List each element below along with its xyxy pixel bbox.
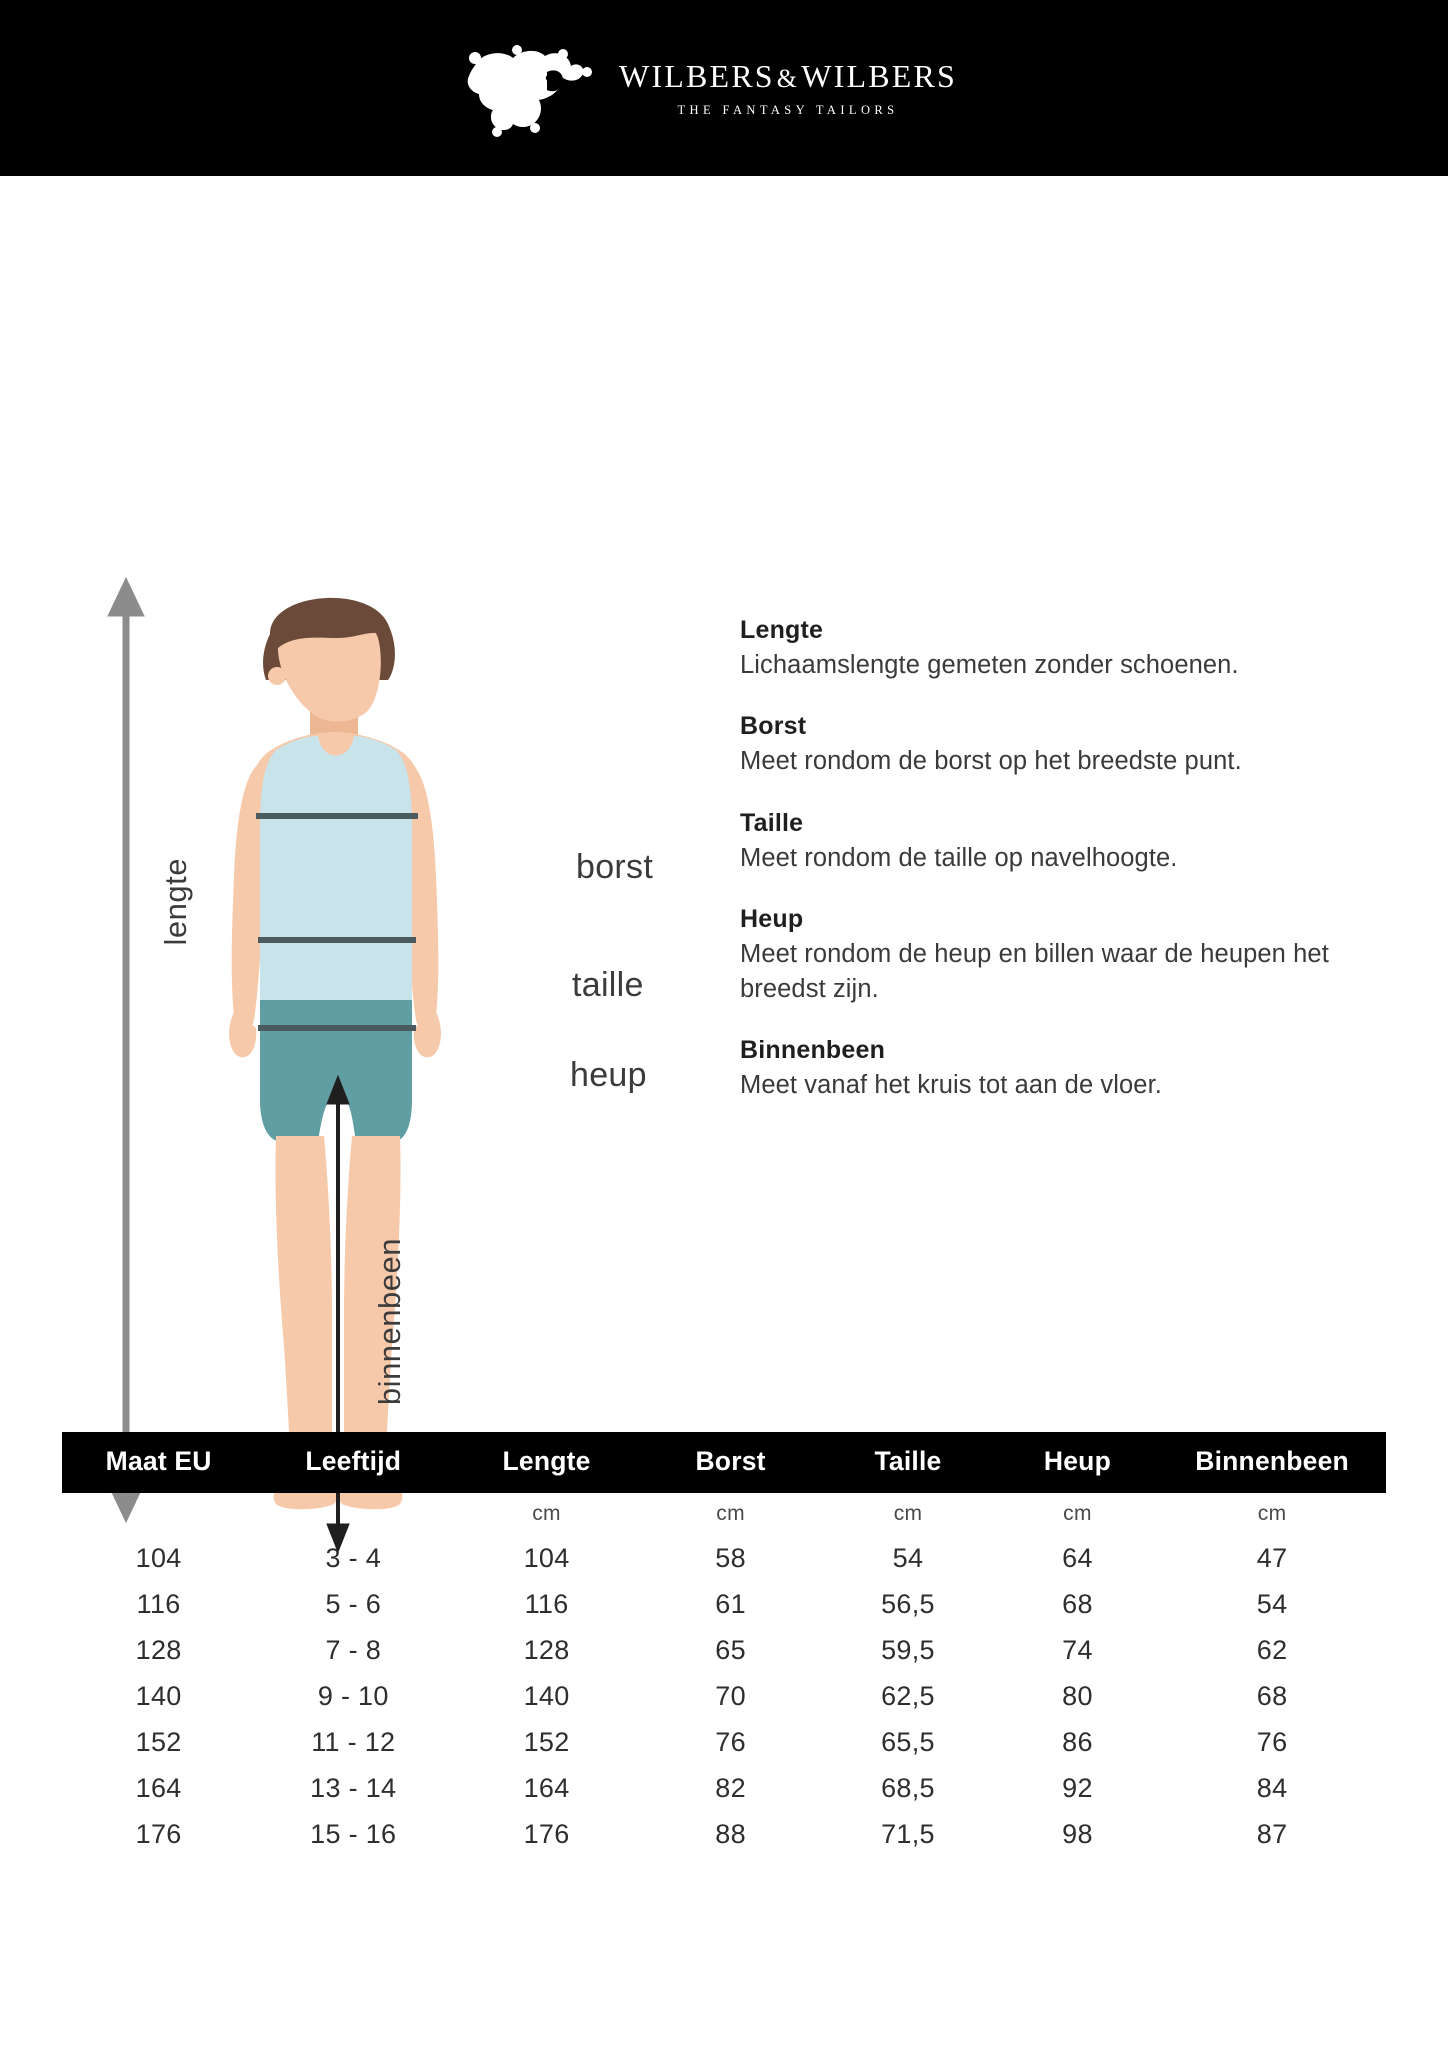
height-arrow <box>108 578 144 1522</box>
table-cell: 74 <box>1062 1634 1093 1665</box>
unit-cell <box>62 1493 255 1535</box>
shirt-shape <box>260 736 412 1006</box>
table-cell: 116 <box>136 1588 181 1619</box>
table-cell: 176 <box>523 1818 570 1849</box>
instruction-borst <box>740 712 1400 778</box>
waist-label: taille <box>572 966 644 1004</box>
instruction-text: Meet rondom de heup en billen waar de heupen het breedst zijn. <box>740 940 1329 1003</box>
unit-cell: cm <box>893 1502 923 1525</box>
instruction-text: Meet rondom de borst op het breedste punt. <box>740 747 1242 776</box>
instruction-title: Lengte <box>740 616 824 644</box>
table-cell: 68,5 <box>881 1772 935 1803</box>
table-cell: 65 <box>715 1634 746 1665</box>
table-cell: 164 <box>523 1772 570 1803</box>
table-cell: 104 <box>523 1542 570 1573</box>
brand-ampersand: & <box>776 64 800 93</box>
instruction-text: Meet vanaf het kruis tot aan de vloer. <box>740 1071 1162 1100</box>
size-table <box>62 1432 1386 1857</box>
chest-label: borst <box>576 848 654 886</box>
table-cell: 56,5 <box>881 1588 935 1619</box>
instruction-title: Taille <box>740 808 804 837</box>
table-cell: 80 <box>1062 1680 1093 1711</box>
size-table-wrapper <box>62 1432 1386 1857</box>
jester-hat-horse-logo-icon <box>451 38 601 138</box>
table-row <box>62 1627 1386 1673</box>
table-cell: 87 <box>1256 1818 1288 1849</box>
table-header-cell: Binnenbeen <box>1158 1432 1386 1493</box>
table-cell: 76 <box>715 1726 746 1757</box>
table-cell: 13 - 14 <box>310 1772 397 1803</box>
measurement-instructions <box>740 616 1400 1103</box>
instruction-binnenbeen <box>740 1036 1400 1102</box>
instruction-taille <box>740 809 1400 875</box>
instruction-heup <box>740 905 1400 1006</box>
table-cell: 7 - 8 <box>325 1634 382 1665</box>
table-cell: 65,5 <box>881 1726 935 1757</box>
instruction-text: Meet rondom de taille op navelhoogte. <box>740 843 1178 872</box>
table-cell: 61 <box>715 1588 746 1619</box>
brand-left: WILBERS <box>618 58 775 94</box>
instruction-text: Lichaamslengte gemeten zonder schoenen. <box>740 651 1239 679</box>
table-cell: 152 <box>523 1726 570 1757</box>
inseam-axis-label: binnenbeen <box>372 1238 407 1406</box>
table-cell: 64 <box>1062 1542 1093 1573</box>
table-cell: 140 <box>523 1680 570 1711</box>
table-cell: 68 <box>1256 1680 1288 1711</box>
unit-cell: cm <box>1257 1502 1287 1525</box>
table-cell: 128 <box>523 1634 570 1665</box>
table-cell: 11 - 12 <box>311 1726 396 1757</box>
table-row <box>62 1719 1386 1765</box>
brand-tagline: THE FANTASY TAILORS <box>677 103 899 117</box>
measurement-diagram <box>0 176 1448 1416</box>
table-row <box>62 1535 1386 1581</box>
instruction-title: Binnenbeen <box>740 1036 886 1065</box>
hip-label: heup <box>570 1056 647 1094</box>
height-axis-label: lengte <box>158 858 193 946</box>
table-cell: 76 <box>1256 1726 1288 1757</box>
table-header-cell: Maat EU <box>62 1432 255 1493</box>
instruction-lengte <box>740 616 1400 682</box>
table-header-cell: Heup <box>997 1432 1159 1493</box>
table-cell: 71,5 <box>881 1818 935 1849</box>
table-cell: 176 <box>135 1818 182 1849</box>
table-header-cell: Taille <box>819 1432 996 1493</box>
table-cell: 104 <box>135 1542 182 1573</box>
table-cell: 140 <box>135 1680 182 1711</box>
instruction-title: Borst <box>740 712 807 741</box>
table-cell: 47 <box>1256 1542 1288 1573</box>
table-cell: 92 <box>1062 1772 1093 1803</box>
table-cell: 98 <box>1062 1818 1093 1849</box>
unit-cell: cm <box>532 1502 561 1525</box>
table-cell: 128 <box>135 1634 182 1665</box>
table-row <box>62 1765 1386 1811</box>
table-cell: 82 <box>715 1772 746 1803</box>
table-cell: 58 <box>715 1542 746 1573</box>
table-units-row <box>62 1493 1386 1535</box>
table-cell: 5 - 6 <box>325 1588 382 1619</box>
unit-cell: cm <box>1063 1502 1092 1525</box>
table-row <box>62 1811 1386 1857</box>
table-cell: 70 <box>715 1680 746 1711</box>
table-header-cell: Borst <box>642 1432 819 1493</box>
table-cell: 3 - 4 <box>325 1542 382 1573</box>
table-cell: 15 - 16 <box>310 1818 397 1849</box>
table-row <box>62 1673 1386 1719</box>
table-header-cell: Lengte <box>451 1432 642 1493</box>
table-header-row <box>62 1432 1386 1493</box>
table-cell: 59,5 <box>881 1634 935 1665</box>
table-cell: 164 <box>135 1772 182 1803</box>
unit-cell: cm <box>716 1502 745 1525</box>
table-cell: 86 <box>1062 1726 1093 1757</box>
logo-wordmark <box>619 58 957 118</box>
left-leg <box>275 1136 332 1482</box>
table-cell: 54 <box>1256 1588 1288 1619</box>
site-header <box>0 0 1448 176</box>
table-cell: 116 <box>524 1588 569 1619</box>
table-cell: 9 - 10 <box>317 1680 389 1711</box>
logo <box>451 38 957 138</box>
table-row <box>62 1581 1386 1627</box>
table-cell: 62,5 <box>881 1680 935 1711</box>
table-cell: 54 <box>892 1542 924 1573</box>
table-cell: 152 <box>135 1726 182 1757</box>
table-cell: 88 <box>715 1818 746 1849</box>
table-cell: 62 <box>1256 1634 1288 1665</box>
brand-right: WILBERS <box>801 58 958 94</box>
instruction-title: Heup <box>740 905 804 934</box>
table-cell: 68 <box>1062 1588 1093 1619</box>
table-header-cell: Leeftijd <box>255 1432 451 1493</box>
table-cell: 84 <box>1256 1772 1288 1803</box>
unit-cell <box>255 1493 451 1535</box>
